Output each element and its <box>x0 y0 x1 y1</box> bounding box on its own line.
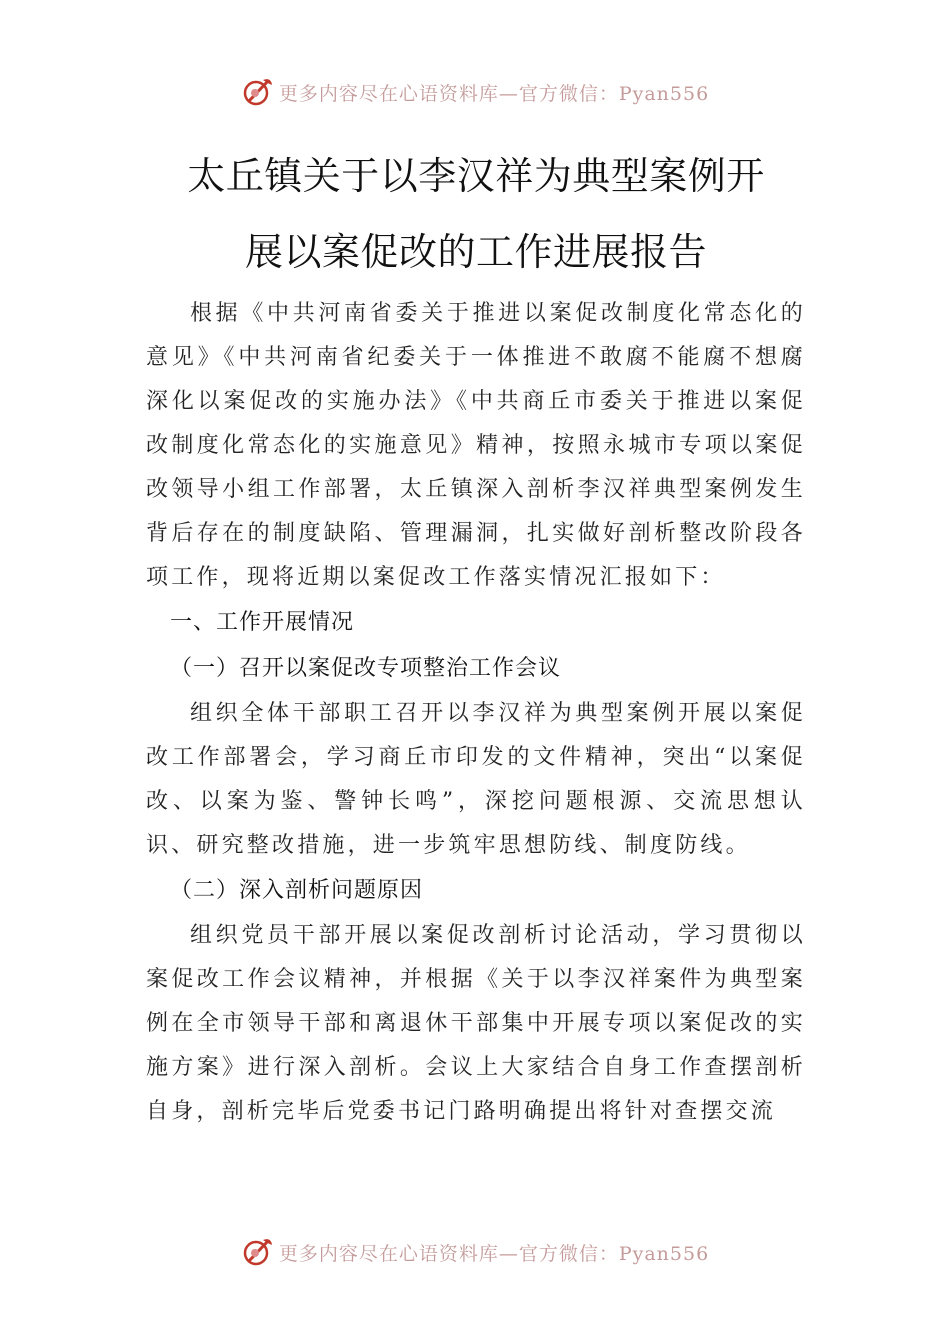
subsection-heading-1: （一）召开以案促改专项整治工作会议 <box>170 656 562 681</box>
document-title-line1: 太丘镇关于以李汉祥为典型案例开 <box>187 154 765 198</box>
watermark-footer <box>0 1232 950 1272</box>
logo-icon <box>241 1235 275 1269</box>
section-heading-1: 一、工作开展情况 <box>170 610 355 635</box>
document-body <box>146 138 806 1134</box>
subsection-2-paragraph: 组织党员干部开展以案促改剖析讨论活动，学习贯彻以案促改工作会议精神，并根据《关于以李汉祥案件为典型案例在全市领导干部和离退休干部集中开展专项以案促改的实施方案》进行深入剖析。会议上大家结合自身工作查摆剖析自身，剖析完毕后党委书记门路明确提出将针对查摆交流 <box>146 923 806 1124</box>
watermark-text: 更多内容尽在心语资料库—官方微信：Pyan556 <box>278 82 710 105</box>
watermark-text: 更多内容尽在心语资料库—官方微信：Pyan556 <box>278 1242 710 1265</box>
subsection-1-paragraph: 组织全体干部职工召开以李汉祥为典型案例开展以案促改工作部署会，学习商丘市印发的文件精神，突出“以案促改、以案为鉴、警钟长鸣”，深挖问题根源、交流思想认识、研究整改措施，进一步筑牢思想防线、制度防线。 <box>146 701 806 858</box>
document-title-line2: 展以案促改的工作进展报告 <box>244 230 707 274</box>
subsection-heading-2: （二）深入剖析问题原因 <box>170 878 424 903</box>
logo-icon <box>241 75 275 109</box>
watermark-header <box>0 72 950 112</box>
intro-paragraph: 根据《中共河南省委关于推进以案促改制度化常态化的意见》《中共河南省纪委关于一体推进不敢腐不能腐不想腐深化以案促改的实施办法》《中共商丘市委关于推进以案促改制度化常态化的实施意见》精神，按照永城市专项以案促改领导小组工作部署，太丘镇深入剖析李汉祥典型案例发生背后存在的制度缺陷、管理漏洞，扎实做好剖析整改阶段各项工作，现将近期以案促改工作落实情况汇报如下： <box>146 301 806 590</box>
